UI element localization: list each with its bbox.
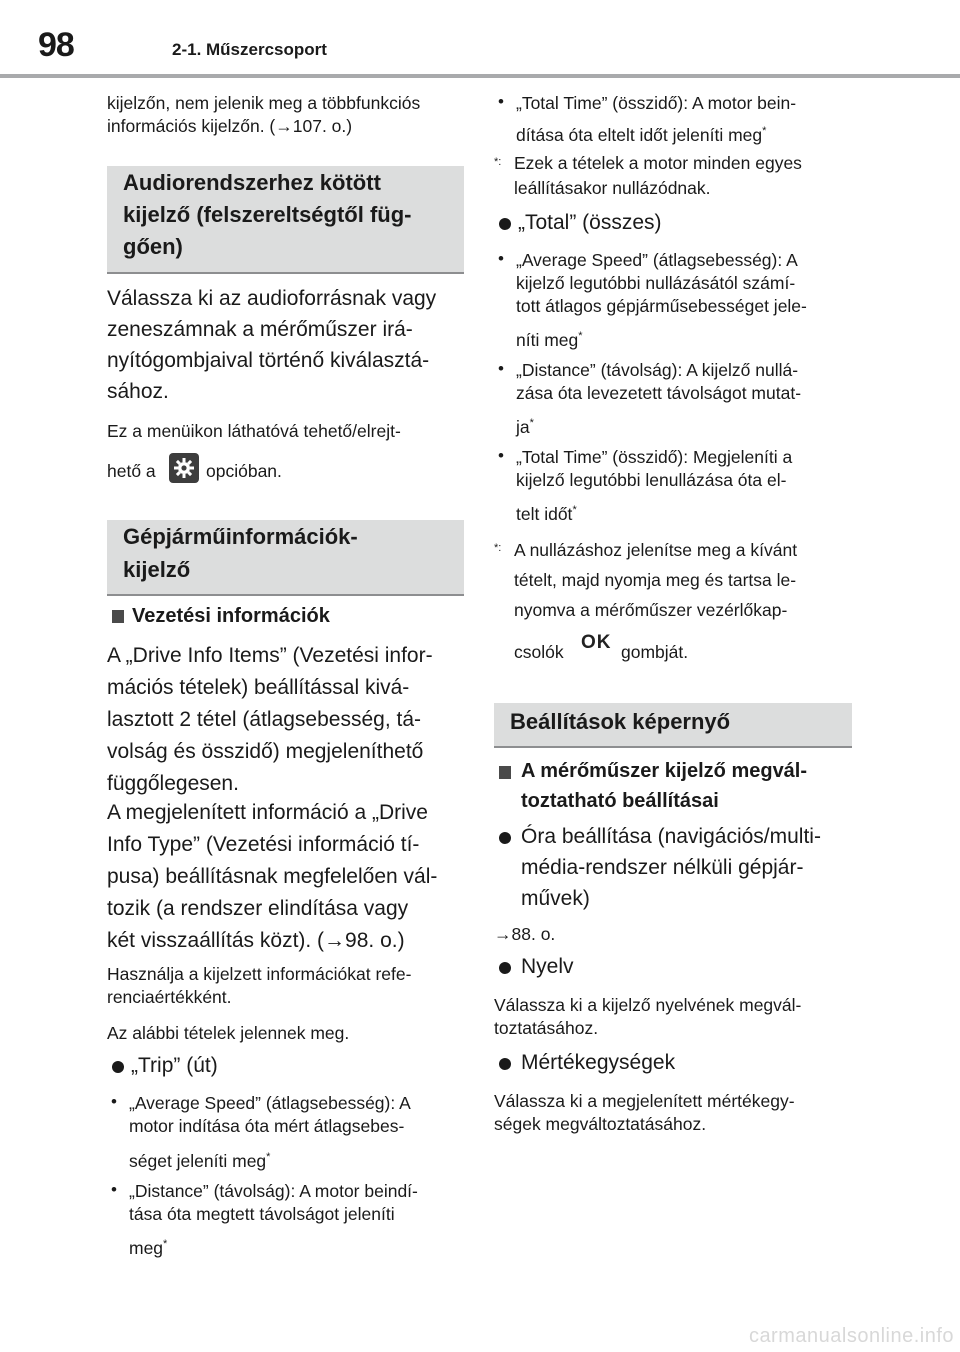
heading-box-vehicle-info xyxy=(107,520,464,596)
paragraph-line: hető a xyxy=(107,461,156,481)
round-bullet-icon xyxy=(499,962,511,974)
bullet-glyph: • xyxy=(498,446,504,465)
footnote-asterisk: * xyxy=(762,125,767,137)
paragraph-line: függőlegesen. xyxy=(107,772,239,795)
list-item-line: séget jeleníti meg* xyxy=(129,1150,271,1171)
round-bullet-icon xyxy=(112,1061,124,1073)
footnote-mark: *: xyxy=(494,542,502,554)
paragraph-line: Válassza ki a kijelző nyelvének megvál- xyxy=(494,995,802,1015)
footnote-line: nyomva a mérőműszer vezérlőkap- xyxy=(514,600,788,620)
list-item-line: kijelző legutóbbi lenullázása óta el- xyxy=(516,470,787,490)
section-title: 2-1. Műszercsoport xyxy=(172,40,327,59)
list-item-line: zása óta levezetett távolságot mutat- xyxy=(516,383,802,403)
footer-watermark: carmanualsonline.info xyxy=(748,1325,954,1347)
heading-text: Audiorendszerhez kötött xyxy=(123,170,381,195)
heading-text: gően) xyxy=(123,234,183,259)
list-item-line: „Distance” (távolság): A motor beindí- xyxy=(129,1181,418,1201)
round-bullet-icon xyxy=(499,1058,511,1070)
footnote-line: Ezek a tételek a motor minden egyes xyxy=(514,153,802,173)
cross-reference: →88. o. xyxy=(494,924,556,944)
round-bullet-icon xyxy=(499,832,511,844)
list-item-line: tása óta megtett távolságot jeleníti xyxy=(129,1204,395,1224)
page-number: 98 xyxy=(38,26,74,64)
footnote-asterisk: * xyxy=(266,1151,271,1163)
gear-icon xyxy=(169,453,199,483)
paragraph-line: Válassza ki az audioforrásnak vagy xyxy=(107,287,437,310)
list-item-line: kijelző legutóbbi nullázásától számí- xyxy=(516,273,796,293)
paragraph-line: pusa) beállításnak megfelelően vál- xyxy=(107,865,438,888)
page-header xyxy=(0,0,960,80)
round-bullet-icon xyxy=(499,218,511,230)
heading-text: Gépjárműinformációk- xyxy=(123,524,358,549)
list-heading: „Total” (összes) xyxy=(518,211,662,234)
paragraph-line: két visszaállítás közt). (→98. o.) xyxy=(107,929,405,952)
footnote-line: tételt, majd nyomja meg és tartsa le- xyxy=(514,570,797,590)
paragraph-line: renciaértékként. xyxy=(107,987,232,1007)
footnote-line: gombját. xyxy=(621,642,689,662)
footnote-asterisk: * xyxy=(572,504,577,516)
paragraph-line: A „Drive Info Items” (Vezetési infor- xyxy=(107,644,433,667)
paragraph-line: Használja a kijelzett információkat refe- xyxy=(107,964,412,984)
list-item-line: tott átlagos gépjárműsebességet jele- xyxy=(516,296,807,316)
square-bullet-icon xyxy=(499,766,511,779)
paragraph-line: Info Type” (Vezetési információ tí- xyxy=(107,833,420,856)
list-item-line: telt időt* xyxy=(516,503,577,524)
list-item-line: dítása óta eltelt időt jeleníti meg* xyxy=(516,124,767,145)
list-heading: művek) xyxy=(521,887,590,910)
paragraph-line: Válassza ki a megjelenített mértékegy- xyxy=(494,1091,795,1111)
paragraph-line: nyítógombjaival történő kiválasztá- xyxy=(107,349,430,372)
bullet-glyph: • xyxy=(498,359,504,378)
paragraph-line: mációs tételek) beállítással kivá- xyxy=(107,676,410,699)
subheading: Vezetési információk xyxy=(132,605,330,627)
subheading: toztatható beállításai xyxy=(521,790,719,812)
heading-text: kijelző xyxy=(123,557,191,582)
bullet-glyph: • xyxy=(111,1180,117,1199)
header-rule xyxy=(0,74,960,78)
paragraph-line: Az alábbi tételek jelennek meg. xyxy=(107,1023,350,1043)
paragraph-line: tozik (a rendszer elindítása vagy xyxy=(107,897,409,920)
footnote-line: csolók xyxy=(514,642,564,662)
list-heading: média-rendszer nélküli gépjár- xyxy=(521,856,804,879)
heading-text: kijelző (felszereltségtől füg- xyxy=(123,202,412,227)
bullet-glyph: • xyxy=(498,249,504,268)
list-item-line: „Distance” (távolság): A kijelző nullá- xyxy=(516,360,799,380)
square-bullet-icon xyxy=(112,610,124,623)
list-heading: „Trip” (út) xyxy=(131,1054,218,1077)
heading-box-settings xyxy=(494,703,852,748)
list-item-line: „Average Speed” (átlagsebesség): A xyxy=(129,1093,411,1113)
paragraph-line: A megjelenített információ a „Drive xyxy=(107,801,428,824)
footnote-mark: *: xyxy=(494,156,502,168)
list-item-line: motor indítása óta mért átlagsebes- xyxy=(129,1116,405,1136)
list-item-line: „Total Time” (összidő): Megjeleníti a xyxy=(516,447,793,467)
paragraph-line: ségek megváltoztatásához. xyxy=(494,1114,707,1134)
intro-line: kijelzőn, nem jelenik meg a többfunkciós xyxy=(107,93,421,113)
paragraph-line: volság és összidő) megjeleníthető xyxy=(107,740,424,763)
footnote-asterisk: * xyxy=(578,330,583,342)
bullet-glyph: • xyxy=(498,92,504,111)
paragraph-line: sához. xyxy=(107,380,169,403)
ok-button-icon: OK xyxy=(581,632,612,653)
footnote-asterisk: * xyxy=(529,417,534,429)
list-heading: Nyelv xyxy=(521,955,574,978)
footnote-line: leállításakor nullázódnak. xyxy=(514,178,711,198)
footnote-asterisk: * xyxy=(163,1238,168,1250)
list-item-line: meg* xyxy=(129,1237,168,1258)
heading-box-audio xyxy=(107,166,464,274)
list-item-line: „Average Speed” (átlagsebesség): A xyxy=(516,250,798,270)
intro-line: információs kijelzőn. (→107. o.) xyxy=(107,116,353,136)
list-heading: Mértékegységek xyxy=(521,1051,676,1074)
heading-text: Beállítások képernyő xyxy=(510,709,731,734)
paragraph-line: zeneszámnak a mérőműszer irá- xyxy=(107,318,413,341)
subheading: A mérőműszer kijelző megvál- xyxy=(521,760,808,782)
paragraph-line: lasztott 2 tétel (átlagsebesség, tá- xyxy=(107,708,422,731)
list-item-line: „Total Time” (összidő): A motor bein- xyxy=(516,93,797,113)
list-heading: Óra beállítása (navigációs/multi- xyxy=(521,825,821,848)
bullet-glyph: • xyxy=(111,1092,117,1111)
paragraph-line: opcióban. xyxy=(206,461,282,481)
list-item-line: ja* xyxy=(516,416,534,437)
footnote-line: A nullázáshoz jelenítse meg a kívánt xyxy=(514,540,798,560)
list-item-line: níti meg* xyxy=(516,329,583,350)
paragraph-line: Ez a menüikon láthatóvá tehető/elrejt- xyxy=(107,421,401,441)
paragraph-line: toztatásához. xyxy=(494,1018,599,1038)
